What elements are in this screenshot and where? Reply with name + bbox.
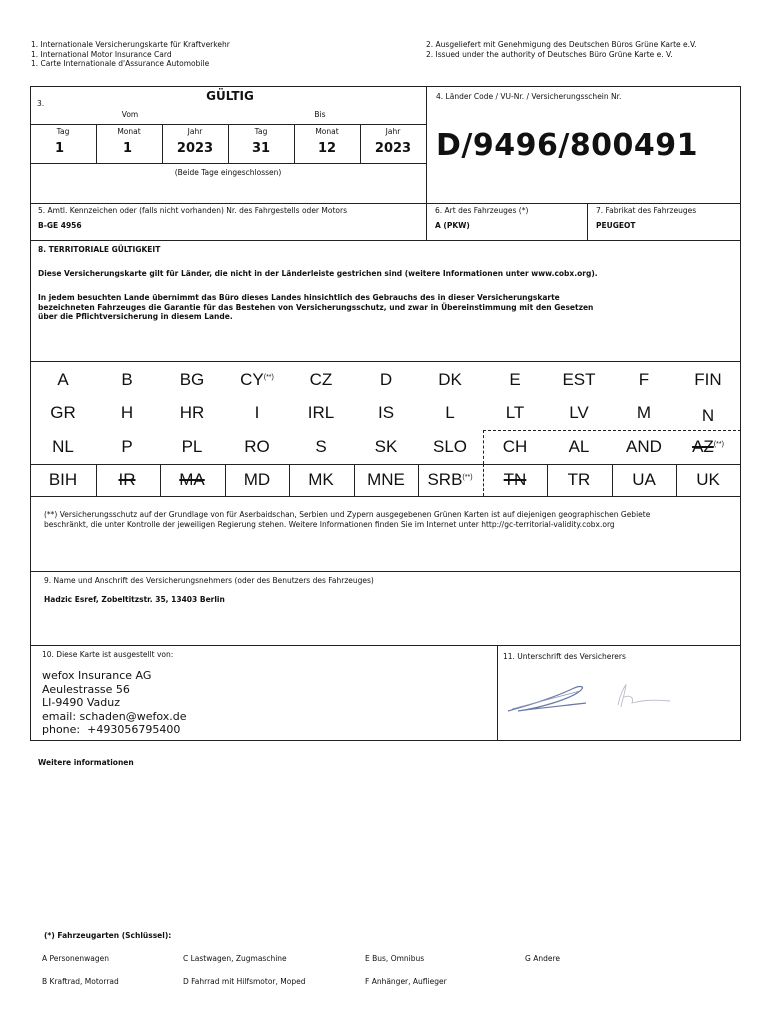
vehicle-make-value: PEUGEOT [596,221,636,230]
issuer-line: Aeulestrasse 56 [42,682,130,696]
dashed-divider [483,430,741,464]
country-code: MA [179,470,205,489]
issuer-line: email: schaden@wefox.de [42,709,187,723]
header-left [31,40,391,69]
vehicle-type-item: F Anhänger, Auflieger [365,977,447,986]
territory-para2 [38,293,738,322]
plate-value: B-GE 4956 [38,221,82,230]
country-code: F [638,370,650,389]
year-to-value: 2023 [374,141,412,156]
year-to-label: Jahr [385,127,401,136]
country-code: UK [696,470,720,489]
issuer-line: phone: +493056795400 [42,723,181,736]
month-from-value: 1 [123,141,133,156]
header-right-line: 2. Ausgeliefert mit Genehmigung des Deutschen Büros Grüne Karte e.V. [426,40,697,49]
country-code: MNE [367,470,405,489]
issuer-label: 10. Diese Karte ist ausgestellt von: [42,650,174,659]
country-code: GR [50,403,76,422]
month-from-label: Monat [117,127,141,136]
country-code: E [509,370,521,389]
country-code: LV [569,403,589,422]
signature-label: 11. Unterschrift des Versicherers [503,652,626,661]
country-code: AZ [692,437,714,456]
country-code: IS [377,403,395,422]
country-code: AL [568,437,590,456]
country-code: SK [374,437,398,456]
country-code: DK [438,370,462,389]
vehicle-type-item: G Andere [525,954,560,963]
validity-title: GÜLTIG [206,89,254,103]
country-code: HR [179,403,205,422]
signature-image [500,675,690,725]
day-from-label: Tag [56,127,70,136]
footnote-line: beschränkt, die unter Kontrolle der jeweiligen Regierung stehen. Weitere Informationen finden Sie im Internet unter http://gc-territorial-validity.cobx.org [44,519,615,529]
country-code: L [445,403,455,422]
year-from-label: Jahr [187,127,203,136]
country-code-srb [420,470,480,490]
month-to-value: 12 [317,141,337,156]
issuer-line: LI-9490 Vaduz [42,696,120,709]
country-code: SRB [427,470,463,489]
more-info-heading: Weitere informationen [38,758,134,767]
country-code: M [636,403,652,422]
territory-footnote [44,510,734,529]
vehicle-type-label: 6. Art des Fahrzeuges (*) [435,206,529,215]
country-code: SLO [432,437,468,456]
day-to-label: Tag [254,127,268,136]
country-code: CY [240,370,264,389]
month-to-label: Monat [315,127,339,136]
country-code: MD [243,470,271,489]
issuer-address [42,669,187,737]
validity-note: (Beide Tage eingeschlossen) [174,168,282,177]
country-code: BIH [48,470,78,489]
validity-to-label: Bis [314,110,326,119]
asterisk-mark: (**) [263,374,274,381]
card-number-label: 4. Länder Code / VU-Nr. / Versicherungsschein Nr. [436,92,622,101]
day-from-value: 1 [55,141,65,156]
asterisk-mark: (**) [713,441,724,448]
vehicle-type-item: E Bus, Omnibus [365,954,425,963]
footnote-line: (**) Versicherungsschutz auf der Grundlage von für Aserbaidschan, Serbien und Zypern ausgegebenen Grünen Karten ist auf diejenigen geographischen Gebiete [44,510,651,519]
policyholder-value: Hadzic Esref, Zobeltitzstr. 35, 13403 Berlin [44,595,225,604]
country-code: PL [181,437,203,456]
country-code: D [379,370,393,389]
territory-para2-line: über die Pflichtversicherung in diesem Lande. [38,312,233,321]
country-code: CH [502,437,528,456]
country-code: TR [567,470,591,489]
header-left-line: 1. Carte Internationale d'Assurance Automobile [31,59,210,68]
vehicle-type-item: C Lastwagen, Zugmaschine [183,954,287,963]
country-code: S [315,437,327,456]
day-to-value: 31 [251,141,271,156]
country-code: TN [503,470,527,489]
country-code: IRL [307,403,335,422]
country-code: P [121,437,133,456]
country-code: A [57,370,69,389]
header-right [426,40,756,59]
country-code-cy [227,370,287,390]
header-right-line: 2. Issued under the authority of Deutsches Büro Grüne Karte e. V. [426,49,673,59]
vehicle-type-item: A Personenwagen [42,954,109,963]
vehicle-types-title: (*) Fahrzeugarten (Schlüssel): [44,931,172,940]
country-code: BG [179,370,205,389]
plate-label: 5. Amtl. Kennzeichen oder (falls nicht vorhanden) Nr. des Fahrgestells oder Motors [38,206,347,215]
country-code: N [701,406,715,425]
country-code: FIN [694,370,722,389]
country-code: B [121,370,133,389]
territory-para2-line: bezeichneten Fahrzeuges die Garantie für das Bestehen von Versicherungsschutz, und zwar in Übereinstimmung mit den Gesetzen [38,302,594,312]
year-from-value: 2023 [176,141,214,156]
header-left-line: 1. International Motor Insurance Card [31,49,172,59]
validity-from-label: Vom [121,110,139,119]
country-code: I [254,403,260,422]
country-code: MK [308,470,334,489]
vehicle-make-label: 7. Fabrikat des Fahrzeuges [596,206,697,215]
territory-para2-line: In jedem besuchten Lande übernimmt das Büro dieses Landes hinsichtlich des Gebrauchs des in dieser Versicherungskarte [38,293,560,302]
territory-para1: Diese Versicherungskarte gilt für Länder, die nicht in der Länderleiste gestrichen sind (weitere Informationen unter www.cobx.org). [38,269,598,278]
country-code: H [120,403,134,422]
country-code: EST [562,370,596,389]
country-code: UA [632,470,656,489]
country-code: RO [244,437,270,456]
country-code: NL [52,437,74,456]
vehicle-type-item: D Fahrrad mit Hilfsmotor, Moped [183,977,306,986]
country-code: CZ [309,370,333,389]
territory-title: 8. TERRITORIALE GÜLTIGKEIT [38,245,161,254]
policyholder-label: 9. Name und Anschrift des Versicherungsnehmers (oder des Benutzers des Fahrzeuges) [44,576,374,585]
header-left-line: 1. Internationale Versicherungskarte für Kraftverkehr [31,40,230,49]
card-number-value: D/9496/800491 [436,128,699,163]
vehicle-type-value: A (PKW) [435,221,470,230]
country-code: LT [505,403,525,422]
issuer-line: wefox Insurance AG [42,669,152,682]
country-code: IR [118,470,136,489]
validity-field-number: 3. [37,99,45,108]
country-code: AND [626,437,662,456]
asterisk-mark: (**) [462,474,473,481]
vehicle-type-item: B Kraftrad, Motorrad [42,977,119,986]
